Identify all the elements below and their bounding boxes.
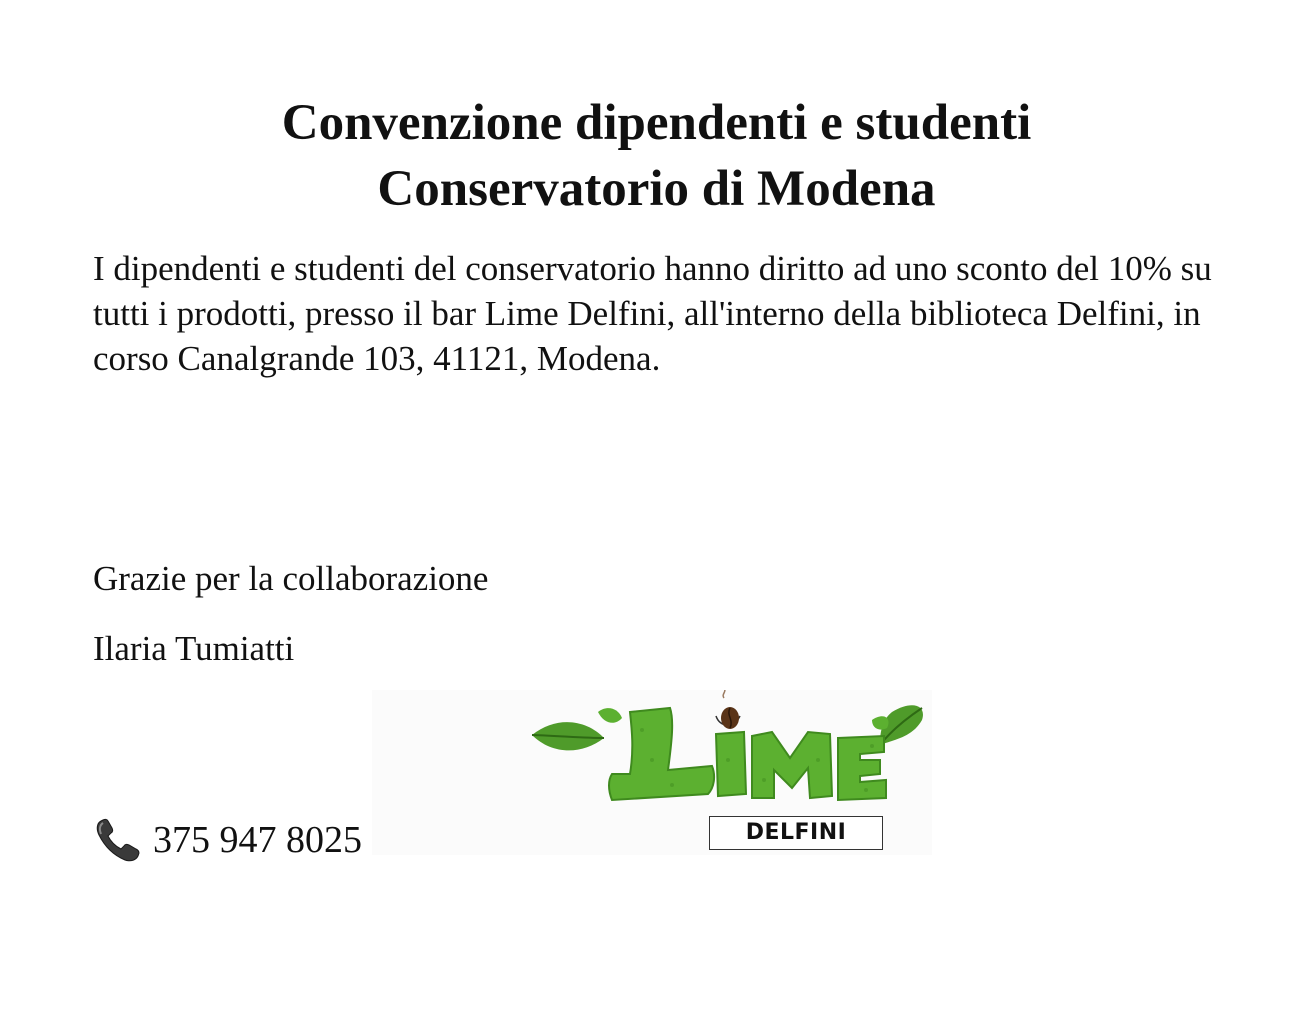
title-line-1: Convenzione dipendenti e studenti [281,95,1032,151]
page-title [0,90,1290,222]
letter-m [752,732,832,798]
letter-l [609,708,714,800]
phone-number: 375 947 8025 [153,819,362,861]
title-line-2: Conservatorio di Modena [377,161,936,217]
logo-subtitle-box: DELFINI [709,816,883,850]
coffee-bean-icon [716,690,740,729]
signature-name: Ilaria Tumiatti [93,629,295,668]
discount-paragraph: I dipendenti e studenti del conservatorio hanno diritto ad uno sconto del 10% su tutti i prodotti, presso il bar Lime Delfini, all'interno della biblioteca Delfini, in corso Canalgrande 103, 41121, Modena. [93,249,1212,378]
phone-contact [93,815,362,865]
letter-i [716,732,746,796]
letter-e [838,736,886,800]
telephone-icon [93,815,143,865]
thanks-line: Grazie per la collaborazione [93,559,489,598]
left-leaf-icon [532,708,622,750]
lime-delfini-logo [372,690,932,855]
